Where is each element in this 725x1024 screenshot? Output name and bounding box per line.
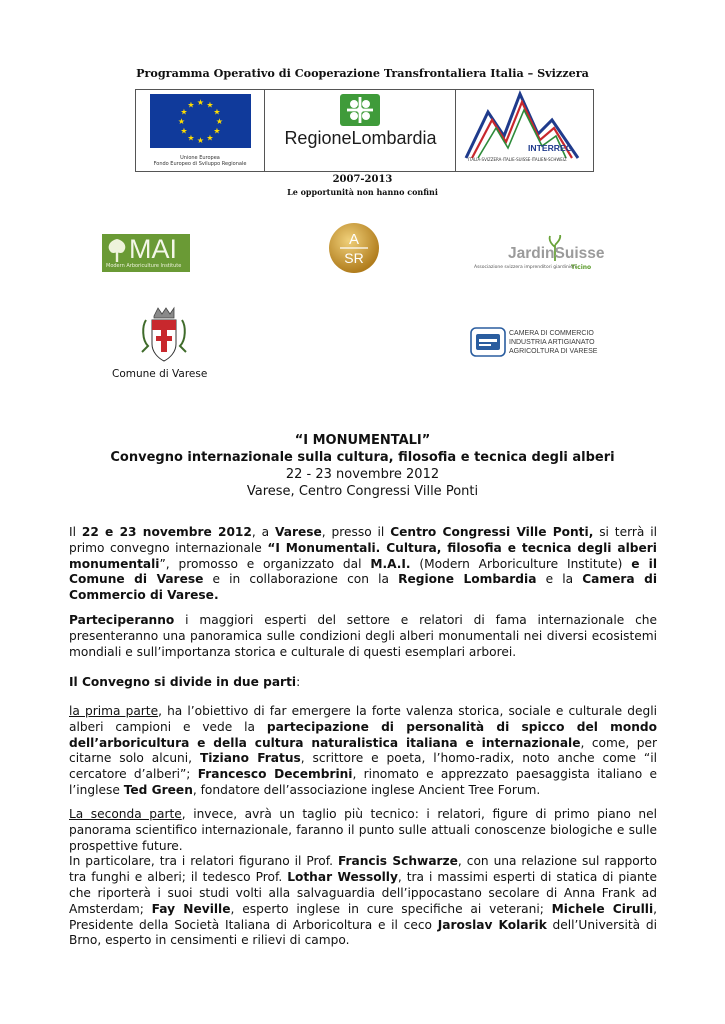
program-motto: Le opportunità non hanno confini: [287, 187, 438, 197]
asr-top-letter: A: [348, 231, 360, 248]
jardin-suisse-logo: [470, 235, 630, 275]
camera-line-2: INDUSTRIA ARTIGIANATO: [509, 339, 595, 346]
svg-text:★: ★: [206, 100, 214, 110]
paragraph-structure-heading: Il Convegno si divide in due parti:: [69, 675, 301, 689]
interreg-cell: [455, 90, 593, 171]
eu-logo-cell: [136, 90, 264, 171]
event-dates: 22 - 23 novembre 2012: [285, 467, 440, 482]
jardin-suisse-name: JardinSuisse: [508, 245, 605, 262]
logo-banner: [135, 89, 594, 172]
program-title: Programma Operativo di Cooperazione Transfrontaliera Italia – Svizzera: [136, 66, 589, 80]
paragraph-second-part: La seconda parte, invece, avrà un taglio più tecnico: i relatori, figure di primo piano nel panorama scientifico internazionale, faranno il punto sulle attuali conoscenze biologiche e sulle prospettive future. In particolare, tra i relatori figurano il Prof. Francis Schwarze, con una relazione sul rapporto tra funghi e alberi; il tedesco Prof. Lothar Wessolly, tra i massimi esperti di statica di piante che riporterà i suoi studi volti alla salvaguardia dell’ippocastano secolare di Anna Frank ad Amsterdam; Fay Neville, esperto inglese in cure specifiche ai veterani; Michele Cirulli, Presidente della Società Italiana di Arboricoltura e il ceco Jaroslav Kolarik dell’Università di Brno, esperto in censimenti e rilievi di campo.: [69, 807, 658, 948]
tree-icon: [105, 237, 129, 263]
mai-logo: [102, 234, 190, 272]
camera-commercio-logo: [470, 327, 506, 361]
varese-crest-icon: [140, 306, 188, 370]
paragraph-first-part: la prima parte, ha l’obiettivo di far emergere la forte valenza storica, sociale e culturale degli alberi campioni e vede la partecipazione di personalità di spicco del mondo dell’arboricultura e della cultura naturalistica italiana e internazionale, come, per citarne solo alcuni, Tiziano Fratus, scrittore e poeta, l’homo-radix, noto anche come “il cercatore d’alberi”; Francesco Decembrini, rinomato e apprezzato paesaggista italiano e l’inglese Ted Green, fondatore dell’associazione inglese Ancient Tree Forum.: [69, 704, 658, 797]
paragraph-intro: Il 22 e 23 novembre 2012, a Varese, presso il Centro Congressi Ville Ponti, si terrà il primo convegno internazionale “I Monumentali. Cultura, filosofia e tecnica degli alberi monumentali”, promosso e organizzato dal M.A.I. (Modern Arboriculture Institute) e il Comune di Varese e in collaborazione con la Regione Lombardia e la Camera di Commercio di Varese.: [69, 525, 658, 603]
mai-subtitle: Modern Arboriculture Institute: [106, 263, 182, 269]
svg-text:★: ★: [187, 100, 195, 110]
eu-flag-icon: [150, 94, 251, 148]
asr-logo: [328, 222, 380, 278]
svg-text:★: ★: [196, 98, 205, 107]
regione-lombardia-cell: [264, 90, 455, 171]
eu-caption: Unione Europea: [180, 155, 220, 161]
svg-text:★: ★: [196, 136, 205, 145]
event-title-block: [0, 432, 725, 500]
interreg-name: INTERREG: [528, 143, 573, 153]
svg-text:★: ★: [187, 133, 195, 143]
jardin-suisse-subtitle: Associazione svizzera imprenditori giardinieri: [474, 265, 576, 270]
svg-text:★: ★: [215, 117, 224, 126]
event-title: “I MONUMENTALI”: [294, 433, 431, 448]
interreg-countries: ITALIA-SVIZZERA·ITALIE-SUISSE·ITALIEN-SCHWEIZ: [468, 157, 567, 162]
program-years: 2007-2013: [332, 174, 393, 185]
jardin-suisse-ticino: Ticino: [571, 264, 592, 271]
camera-line-1: CAMERA DI COMMERCIO: [509, 330, 594, 337]
svg-text:★: ★: [206, 133, 214, 143]
event-venue: Varese, Centro Congressi Ville Ponti: [246, 484, 479, 499]
eu-fund-caption: Fondo Europeo di Sviluppo Regionale: [153, 161, 247, 167]
asr-bottom-letters: SR: [344, 250, 364, 266]
svg-text:★: ★: [180, 107, 188, 117]
mai-name: MAI: [129, 234, 178, 264]
regione-lombardia-name: RegioneLombardia: [284, 128, 437, 148]
camera-line-3: AGRICOLTURA DI VARESE: [509, 348, 598, 355]
camera-commercio-icon: [470, 327, 506, 357]
paragraph-participants: Parteciperanno i maggiori esperti del settore e relatori di fama internazionale che presenteranno una panoramica sulle condizioni degli alberi monumentali nei diversi ecosistemi mondiali e sull’importanza storica e culturale di questi esemplari arborei.: [69, 613, 657, 659]
lombardia-rose-icon: [340, 94, 380, 130]
comune-caption: Comune di Varese: [112, 368, 208, 380]
svg-text:★: ★: [180, 126, 188, 136]
svg-text:★: ★: [213, 107, 221, 117]
camera-commercio-text: [509, 329, 597, 356]
svg-text:★: ★: [177, 117, 186, 126]
svg-text:★: ★: [213, 126, 221, 136]
event-subtitle: Convegno internazionale sulla cultura, filosofia e tecnica degli alberi: [110, 450, 615, 465]
